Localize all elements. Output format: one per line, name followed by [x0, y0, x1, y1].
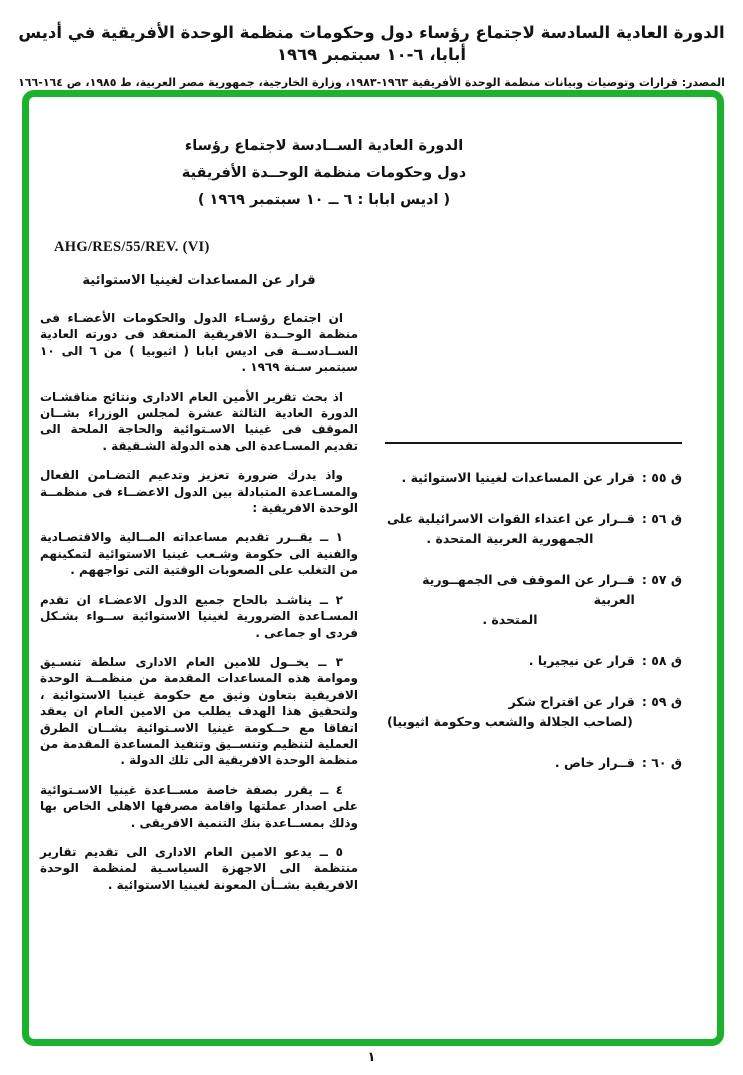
index-item: [385, 468, 682, 488]
index-item: [385, 753, 682, 773]
index-item-text: قــرار خاص .: [554, 755, 635, 770]
index-item-number: ق ٥٥ :: [641, 470, 682, 485]
index-item: [385, 570, 682, 630]
index-item-number: ق ٥٨ :: [641, 653, 682, 668]
page-number: ١: [367, 1050, 376, 1065]
body-paragraph: ٢ ــ يناشـد بالحاح جميع الدول الاعضـاء ان تقدم المسـاعدة الضرورية لغينيا الاستوائية ســواء بشـكل فردى او جماعى .: [40, 592, 358, 640]
resolutions-index-column: [385, 442, 682, 794]
index-item-text: قرار عن نيجيريا .: [528, 653, 635, 668]
document-title: [124, 133, 524, 214]
index-item: [385, 509, 682, 549]
index-item-text-line2: (لصاحب الجلالة والشعب وحكومة اثيوبيا): [386, 714, 633, 729]
index-item-text-line2: المتحدة .: [482, 612, 538, 627]
body-paragraph: اذ بحث تقرير الأمين العام الادارى ونتائج مناقشـات الدورة العادية الثالثة عشرة لمجلس الوزراء بشــان الموقف فى غينيا الاسـتوائية والحاجة الملحة الى تقديم المسـاعدة الى هذه الدولة الشـقيقة .: [40, 389, 358, 453]
header-source-line: المصدر: قرارات وتوصيات وبيانات منظمة الوحدة الأفريقية ١٩٦٣-١٩٨٣، وزارة الخارجية، جمهورية مصر العربية، ط ١٩٨٥، ص ١٦٤-١٦٦: [18, 76, 725, 89]
index-item-number: ق ٦٠ :: [641, 755, 682, 770]
body-paragraph: واذ يدرك ضرورة تعزيز وتدعيم التضـامن الفعال والمسـاعدة المتبادلة بين الدول الاعضــاء فى منظمــة الوحدة الافريقية :: [40, 468, 358, 516]
index-item-text: قرار عن اقتراح شكر: [508, 694, 635, 709]
document-frame: [22, 90, 724, 1046]
body-paragraph: ان اجتماع رؤسـاء الدول والحكومات الأعضـاء فى منظمة الوحــدة الافريقية المنعقد فى دورته العادية الســادســة فى اديس ابابا ( اثيوبيا ) من ٦ الى ١٠ سبتمبر سـنة ١٩٦٩ .: [40, 311, 358, 375]
body-paragraph: ٤ ــ يقرر بصفة خاصة مســاعدة غينيا الاسـتوائية على اصدار عملتها واقامة مصرفها الاهلى الخاص بها وذلك بمســاعدة بنك التنمية الافريقى .: [40, 782, 358, 830]
index-divider-line: [385, 442, 682, 444]
index-item-number: ق ٥٩ :: [641, 694, 682, 709]
header-session-line: الدورة العادية السادسة لاجتماع رؤساء دول وحكومات منظمة الوحدة الأفريقية في أديس أبابا، ٦-١٠ سبتمبر ١٩٦٩: [18, 23, 725, 64]
document-title-line1: الدورة العادية الســادسة لاجتماع رؤساء: [184, 138, 464, 154]
body-paragraph: ٥ ــ يدعو الامين العام الادارى الى تقديم تقارير منتظمة الى الاجهزة السياسـية لمنظمة الوحدة الافريقية بشــأن المعونة لغينيا الاستوائية .: [40, 844, 358, 892]
index-item-text: قــرار عن الموقف فى الجمهــورية العربية: [422, 572, 635, 607]
index-item-text-line2: الجمهورية العربية المتحدة .: [426, 531, 594, 546]
resolution-body-column: [40, 273, 358, 906]
index-item: [385, 692, 682, 732]
resolution-ref-code: AHG/RES/55/REV. (VI): [54, 239, 210, 255]
resolution-section-title: قرار عن المساعدات لغينيا الاستوائية: [82, 273, 316, 288]
page-header: [0, 22, 743, 90]
index-item-number: ق ٥٧ :: [641, 572, 682, 587]
body-paragraph: ٣ ــ يخــول للامين العام الادارى سلطة تنسـيق وموامة هذه المساعدات المقدمة من منظمــة الوحدة الافريقية بتعاون وثيق مع حكومة غينيا الاستوائية ، ولتحقيق هذا الهدف يطلب من الامين العام ان يعقد اتفاقا مع حــكومة غينيا الاسـتوائية بشــان الطرق العملية لتنظيم وتنســيق وتنفيذ المساعدة المقدمة من منظمة الوحدة الافريقية الى تلك الدولة .: [40, 654, 358, 768]
index-item: [385, 651, 682, 671]
document-title-line3: ( اديس ابابا : ٦ ــ ١٠ سبتمبر ١٩٦٩ ): [197, 192, 451, 208]
index-item-text: قرار عن المساعدات لغينيا الاستوائية .: [401, 470, 635, 485]
index-item-text: قــرار عن اعتداء القوات الاسرائيلية على: [387, 511, 635, 526]
document-title-line2: دول وحكومات منظمة الوحــدة الأفريقية: [181, 165, 467, 181]
body-paragraph: ١ ــ يقــرر تقديم مساعداته المــالية والاقتصـادية والفنية الى حكومة وشـعب غينيا الاستوائية لتمكينهم من التغلب على الصعوبات الوقتية التى تواجههم .: [40, 530, 358, 578]
index-item-number: ق ٥٦ :: [641, 511, 682, 526]
